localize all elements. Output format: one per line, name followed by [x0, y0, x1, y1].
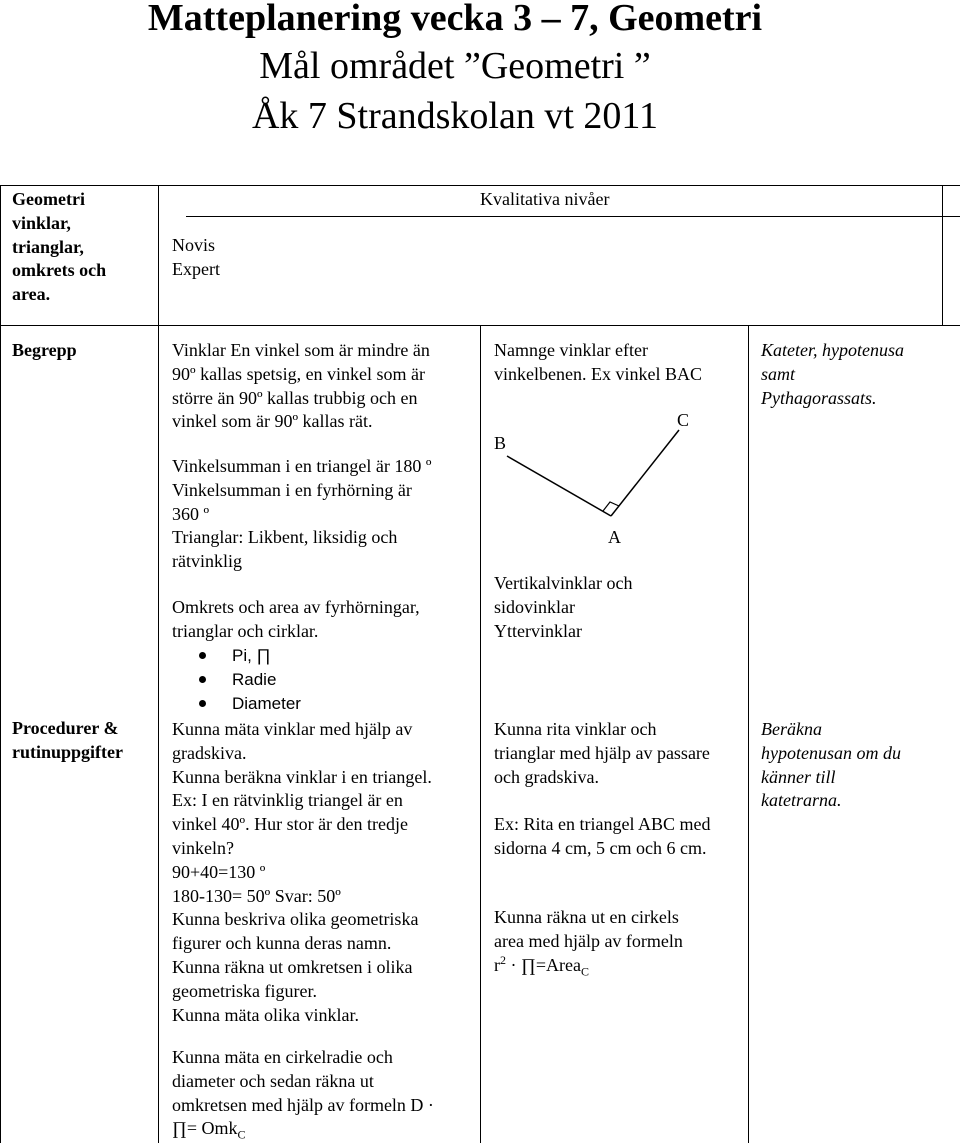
level-novice-label: Novis — [172, 235, 216, 255]
bullet-icon — [199, 676, 206, 683]
qualitative-levels-label: Kvalitativa nivåer — [480, 189, 610, 209]
draw-angles-text: Kunna rita vinklar och trianglar med hjälp av passare och gradskiva. — [494, 719, 710, 787]
procedures-text: Kunna mäta vinklar med hjälp av gradskiva. Kunna beräkna vinklar i en triangel. Ex: I en rätvinklig triangel är en vinkel 40º. Hur stor är den tredje vinkeln? 90+40=130 º 180-130= 50º Svar: 50º Kunna beskriva olika geometriska figurer och kunna deras namn. Kunna räkna ut omkretsen i olika geometriska figurer. Kunna mäta olika vinklar. — [172, 719, 432, 1025]
title-line-2: Mål området ”Geometri ” — [259, 45, 651, 87]
circle-area-formula: $r^2$ · ∏=Area$_C$ — [494, 952, 589, 979]
circle-area-text: Kunna räkna ut en cirkels area med hjälp av formeln $r^2$ · ∏=Area$_C$ — [494, 907, 683, 979]
bullet-icon — [199, 700, 206, 707]
ray-ab — [507, 456, 611, 516]
vertex-label-b: B — [494, 433, 507, 453]
circle-perimeter-formula: ∏= Omk$_C$ — [172, 1118, 246, 1142]
naming-angles-text: Namnge vinklar efter vinkelbenen. Ex vinkel BAC — [494, 340, 702, 384]
level-scale-line — [186, 216, 960, 217]
vertex-label-a: A — [608, 527, 621, 547]
angle-bac-diagram — [482, 400, 747, 560]
pythagoras-concepts: Kateter, hypotenusa samt Pythagorassats. — [761, 340, 904, 408]
header-right-border — [942, 185, 943, 325]
table-left-border — [0, 185, 1, 1143]
bullet-pi: Pi, ∏ — [232, 646, 271, 665]
perimeter-area-text: Omkrets och area av fyrhörningar, trianglar och cirklar. — [172, 597, 420, 641]
hypotenuse-procedure: Beräkna hypotenusan om du känner till katetrarna. — [761, 719, 901, 811]
col-divider-3 — [748, 325, 749, 1143]
triangle-example-text: Ex: Rita en triangel ABC med sidorna 4 cm, 5 cm och 6 cm. — [494, 814, 711, 858]
vertical-angles-text: Vertikalvinklar och sidovinklar Yttervinklar — [494, 573, 633, 641]
angles-definition: Vinklar En vinkel som är mindre än 90º kallas spetsig, en vinkel som är större än 90º kallas trubbig och en vinkel som är 90º kallas rät. — [172, 340, 430, 432]
row-label-begrepp: Begrepp — [12, 340, 77, 360]
table-top-border — [0, 185, 960, 186]
vertex-label-c: C — [677, 410, 690, 430]
col-divider-2 — [480, 325, 481, 1143]
bullet-icon — [199, 652, 206, 659]
angle-sum-text: Vinkelsumman i en triangel är 180 º Vinkelsumman i en fyrhörning är 360 º Trianglar: Likbent, liksidig och rätvinklig — [172, 456, 432, 572]
ray-ac — [611, 430, 679, 516]
row-label-procedurer: Procedurer & rutinuppgifter — [12, 718, 124, 762]
title-line-1: Matteplanering vecka 3 – 7, Geometri — [147, 0, 763, 39]
level-expert-label: Expert — [172, 259, 220, 279]
col-divider-1 — [158, 185, 159, 1143]
bullet-radie: Radie — [232, 670, 277, 689]
topic-cell: Geometri vinklar, trianglar, omkrets och area. — [12, 189, 107, 305]
circle-perimeter-text: Kunna mäta en cirkelradie och diameter och sedan räkna ut omkretsen med hjälp av formeln D · ∏= Omk$_C$ — [172, 1047, 434, 1142]
title-line-3: Åk 7 Strandskolan vt 2011 — [251, 95, 658, 137]
bullet-diameter: Diameter — [232, 694, 301, 713]
